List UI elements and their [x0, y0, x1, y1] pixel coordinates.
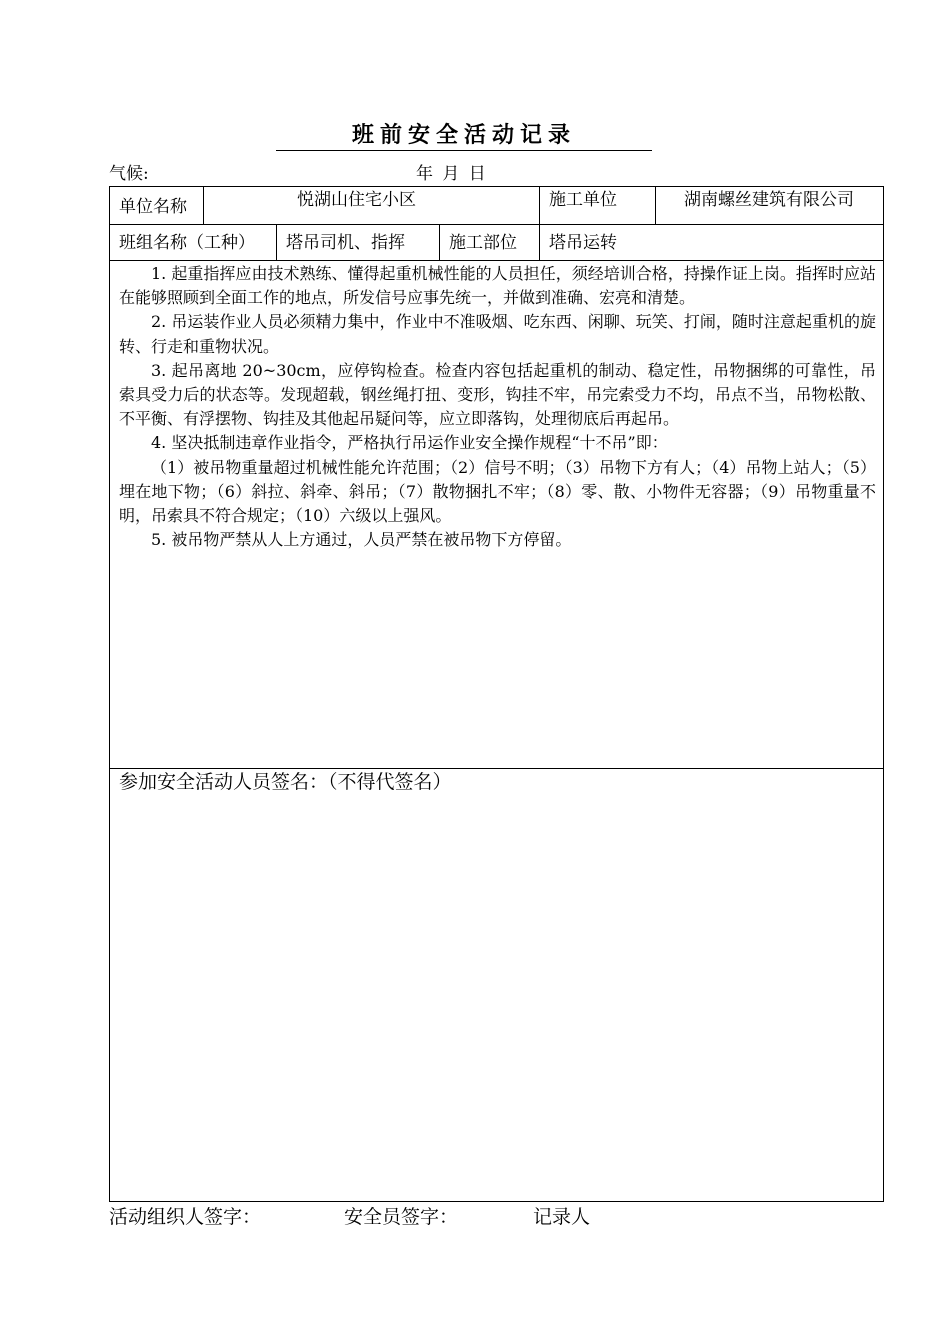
weather-label: 气候:	[109, 164, 149, 184]
team-name-label: 班组名称（工种）	[110, 225, 277, 260]
construction-unit-label: 施工单位	[540, 187, 656, 224]
page-title: 班前安全活动记录	[276, 120, 652, 151]
signature-area	[109, 768, 884, 1202]
info-row-unit	[109, 186, 884, 224]
safety-content	[109, 260, 884, 769]
team-name-value: 塔吊司机、指挥	[277, 225, 440, 260]
content-paragraph: 1. 起重指挥应由技术熟练、懂得起重机械性能的人员担任，须经培训合格，持操作证上岗。指挥时应站在能够照顾到全面工作的地点，所发信号应事先统一，并做到准确、宏亮和清楚。	[119, 264, 876, 308]
recorder-label: 记录人	[533, 1206, 591, 1228]
construction-part-label: 施工部位	[440, 225, 540, 260]
content-paragraph: 4. 坚决抵制违章作业指令，严格执行吊运作业安全操作规程“十不吊”即：	[151, 433, 668, 453]
date-label: 年 月 日	[416, 164, 486, 184]
construction-unit-value: 湖南螺丝建筑有限公司	[684, 190, 854, 210]
content-paragraph: 3. 起吊离地 20~30cm，应停钩检查。检查内容包括起重机的制动、稳定性，吊物捆绑的可靠性，吊索具受力后的状态等。发现超载，钢丝绳打扭、变形，钩挂不牢，吊完索受力不均，吊点不当，吊物松散、不平衡、有浮摆物、钩挂及其他起吊疑问等，应立即落钩，处理彻底后再起吊。	[119, 360, 876, 429]
unit-name-value: 悦湖山住宅小区	[204, 187, 540, 224]
organizer-signature-label: 活动组织人签字：	[109, 1206, 262, 1228]
info-row-team	[109, 224, 884, 260]
content-paragraph: 5. 被吊物严禁从人上方通过，人员严禁在被吊物下方停留。	[151, 530, 572, 550]
safety-officer-signature-label: 安全员签字：	[344, 1206, 459, 1228]
unit-name-label: 单位名称	[110, 187, 204, 224]
construction-part-value: 塔吊运转	[549, 233, 617, 253]
signature-label: 参加安全活动人员签名：（不得代签名）	[119, 771, 452, 793]
content-paragraph: （1）被吊物重量超过机械性能允许范围；（2）信号不明；（3）吊物下方有人；（4）吊物上站人；（5）埋在地下物；（6）斜拉、斜牵、斜吊；（7）散物捆扎不牢；（8）零、散、小物件无容器；（9）吊物重量不明，吊索具不符合规定；（10）六级以上强风。	[119, 457, 876, 526]
content-paragraph: 2. 吊运装作业人员必须精力集中，作业中不准吸烟、吃东西、闲聊、玩笑、打闹，随时注意起重机的旋转、行走和重物状况。	[119, 312, 876, 356]
